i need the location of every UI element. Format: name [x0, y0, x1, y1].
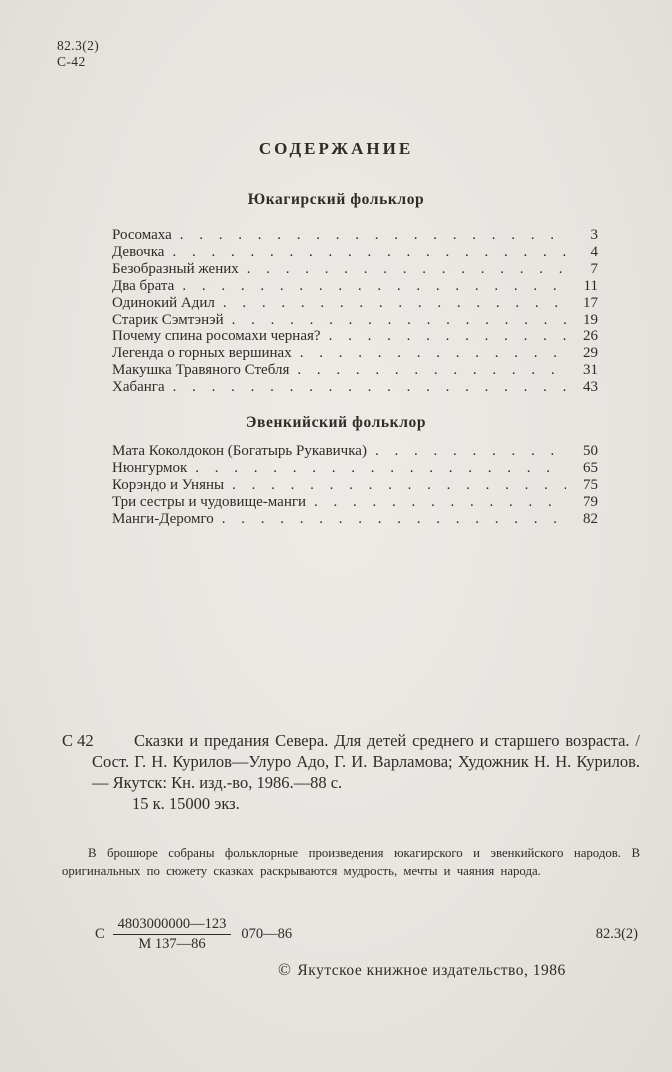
- toc-entry-title: Старик Сэмтэнэй: [112, 311, 224, 328]
- annotation-paragraph: В брошюре собраны фольклорные произведения юкагирского и эвенкийского народов. В оригинальных по сюжету сказках раскрываются мудрость, мечты и чаяния народа.: [62, 846, 640, 878]
- toc-entry-page: 4: [590, 243, 598, 260]
- index-suffix: 070—86: [241, 926, 293, 942]
- toc-entry-page: 19: [583, 311, 598, 328]
- catalog-card-description: Сказки и предания Севера. Для детей среднего и старшего возраста. /Сост. Г. Н. Курилов—Улуро Адо, Г. И. Варламова; Художник Н. Н. Курилов.— Якутск: Кн. изд.-во, 1986.—88 с.: [92, 731, 640, 792]
- index-prefix: С: [95, 926, 105, 942]
- toc-entry: [112, 328, 598, 345]
- toc-list-yukaghir: [112, 227, 598, 396]
- toc-entry: [112, 494, 598, 511]
- toc-list-evenki: [112, 443, 598, 528]
- toc-entry-page: 3: [590, 227, 598, 243]
- toc-entry: [112, 278, 598, 295]
- dot-leader: [300, 345, 566, 362]
- bbk-code-bottom: 82.3(2): [595, 926, 638, 942]
- dot-leader: [314, 494, 566, 511]
- dot-leader: [329, 328, 566, 345]
- toc-entry: [112, 261, 598, 278]
- toc-entry-title: Легенда о горных вершинах: [112, 345, 292, 362]
- toc-entry-page: 7: [590, 260, 598, 277]
- toc-entry: [112, 362, 598, 379]
- toc-entry-page: 11: [583, 277, 598, 294]
- toc-entry: [112, 443, 598, 460]
- toc-entry-page: 82: [583, 510, 598, 527]
- price-print-run: 15 к. 15000 экз.: [132, 794, 240, 813]
- toc-entry: [112, 345, 598, 362]
- section-heading-yukaghir: Юкагирский фольклор: [247, 191, 425, 208]
- dot-leader: [222, 511, 566, 528]
- toc-entry-title: Манги-Деромго: [112, 510, 214, 527]
- toc-entry: [112, 227, 598, 244]
- toc-entry: [112, 379, 598, 396]
- toc-entry-page: 17: [583, 294, 598, 311]
- toc-entry-page: 26: [583, 328, 598, 345]
- dot-leader: [375, 443, 566, 460]
- dot-leader: [180, 227, 566, 244]
- toc-entry-title: Два брата: [112, 277, 175, 294]
- toc-entry-page: 31: [583, 362, 598, 379]
- toc-entry-page: 65: [583, 459, 598, 476]
- index-denominator: М 137—86: [113, 934, 232, 953]
- catalog-card-code: С 42: [62, 731, 94, 750]
- dot-leader: [232, 477, 566, 494]
- toc-entry-title: Безобразный жених: [112, 260, 239, 277]
- toc-entry-title: Хабанга: [112, 379, 165, 396]
- copyright-text: Якутское книжное издательство, 1986: [297, 962, 566, 979]
- dot-leader: [223, 295, 566, 312]
- toc-entry-page: 50: [583, 443, 598, 459]
- toc-entry-title: Нюнгурмок: [112, 459, 188, 476]
- dot-leader: [232, 312, 566, 329]
- toc-entry-page: 43: [583, 379, 598, 396]
- catalog-index-line: [95, 916, 638, 953]
- toc-entry-title: Мата Коколдокон (Богатырь Рукавичка): [112, 443, 367, 459]
- toc-entry-page: 29: [583, 345, 598, 362]
- toc-entry-title: Макушка Травяного Стебля: [112, 362, 290, 379]
- dot-leader: [297, 362, 566, 379]
- toc-entry-title: Девочка: [112, 243, 165, 260]
- classification-code: 82.3(2): [57, 38, 100, 53]
- toc-entry-title: Росомаха: [112, 227, 172, 243]
- toc-entry: [112, 295, 598, 312]
- toc-entry-page: 79: [583, 493, 598, 510]
- toc-entry: [112, 477, 598, 494]
- copyright-icon: ©: [278, 960, 292, 979]
- toc-entry: [112, 460, 598, 477]
- dot-leader: [247, 261, 566, 278]
- toc-entry: [112, 312, 598, 329]
- index-fraction: [113, 916, 232, 953]
- catalog-card: [92, 730, 640, 814]
- toc-entry: [112, 244, 598, 261]
- classification-codes: [57, 38, 99, 70]
- author-sign: С-42: [57, 54, 86, 70]
- contents-title: СОДЕРЖАНИЕ: [258, 139, 414, 158]
- copyright-line: [278, 960, 566, 980]
- toc-entry: [112, 511, 598, 528]
- dot-leader: [182, 278, 566, 295]
- dot-leader: [195, 460, 566, 477]
- toc-entry-title: Одинокий Адил: [112, 294, 215, 311]
- toc-entry-page: 75: [583, 476, 598, 493]
- dot-leader: [173, 379, 566, 396]
- section-heading-evenki: Эвенкийский фольклор: [245, 414, 427, 431]
- toc-entry-title: Корэндо и Уняны: [112, 476, 225, 493]
- dot-leader: [172, 244, 566, 261]
- toc-entry-title: Почему спина росомахи черная?: [112, 328, 321, 345]
- index-numerator: 4803000000—123: [117, 916, 227, 932]
- toc-entry-title: Три сестры и чудовище-манги: [112, 493, 307, 510]
